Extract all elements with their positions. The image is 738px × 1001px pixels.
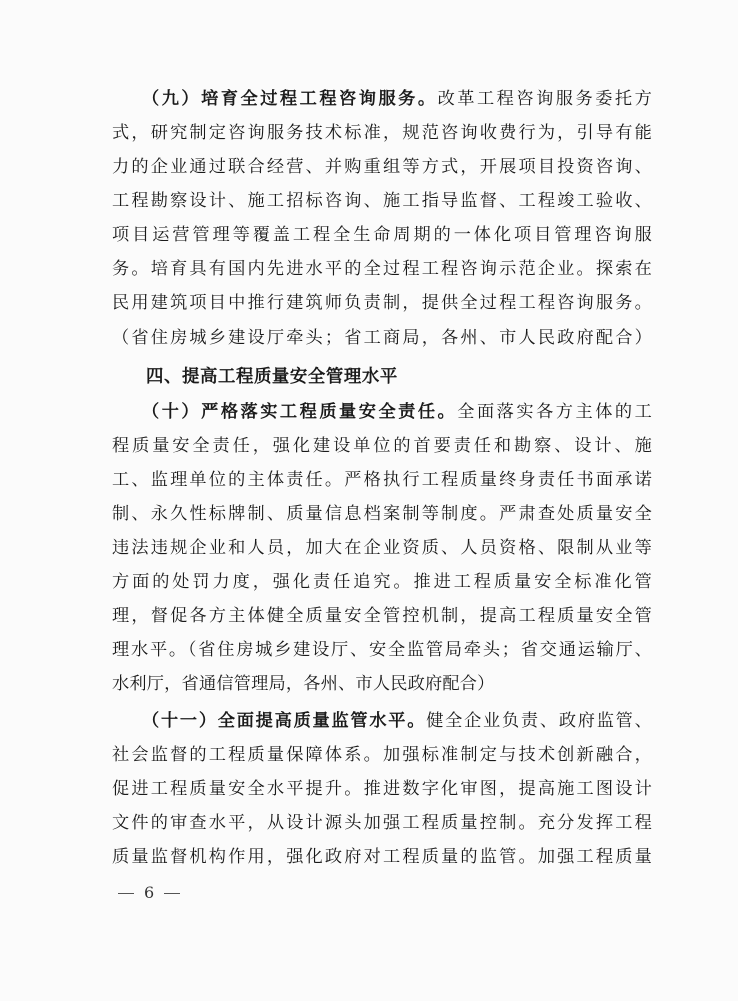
section-11-title: （十一）全面提高质量监管水平。	[142, 711, 427, 731]
paragraph-line: 务。培育具有国内先进水平的全过程工程咨询示范企业。探索在	[112, 259, 652, 279]
section-11-first-line-text: 健全企业负责、政府监管、	[426, 711, 652, 731]
paragraph-line: 民用建筑项目中推行建筑师负责制，提供全过程工程咨询服务。	[112, 293, 652, 313]
page-number-dash-left	[118, 893, 134, 894]
paragraph-line: 工、监理单位的主体责任。严格执行工程质量终身责任书面承诺	[112, 470, 652, 490]
paragraph-line: 社会监督的工程质量保障体系。加强标准制定与技术创新融合，	[112, 745, 652, 765]
section-10-first-line	[142, 395, 652, 429]
section-heading: 四、提高工程质量安全管理水平	[146, 367, 398, 387]
paragraph-line: 违法违规企业和人员，加大在企业资质、人员资格、限制从业等	[112, 538, 652, 558]
section-9-title: （九）培育全过程工程咨询服务。	[142, 89, 438, 109]
paragraph-line: 文件的审查水平，从设计源头加强工程质量控制。充分发挥工程	[112, 813, 652, 833]
paragraph-line: 程质量安全责任，强化建设单位的首要责任和勘察、设计、施	[112, 436, 652, 456]
section-11-first-line	[142, 704, 652, 738]
section-9-first-line-text: 改革工程咨询服务委托方	[437, 89, 652, 109]
paragraph-line: 项目运营管理等覆盖工程全生命周期的一体化项目管理咨询服	[112, 225, 652, 245]
page-number-dash-right	[164, 893, 180, 894]
paragraph-line: 促进工程质量安全水平提升。推进数字化审图，提高施工图设计	[112, 779, 652, 799]
paragraph-line: 制、永久性标牌制、质量信息档案制等制度。严肃查处质量安全	[112, 504, 652, 524]
paragraph-line: 质量监督机构作用，强化政府对工程质量的监管。加强工程质量	[112, 847, 652, 867]
paragraph-line: 理水平。（省住房城乡建设厅、安全监管局牵头；省交通运输厅、	[112, 640, 652, 660]
paragraph-line: 力的企业通过联合经营、并购重组等方式，开展项目投资咨询、	[112, 157, 652, 177]
responsibility-note: （省住房城乡建设厅牵头；省工商局，各州、市人民政府配合）	[112, 328, 652, 348]
page-number	[118, 878, 180, 908]
responsibility-note: 水利厅，省通信管理局，各州、市人民政府配合）	[112, 674, 495, 694]
section-10-title: （十）严格落实工程质量安全责任。	[142, 402, 458, 422]
paragraph-line: 工程勘察设计、施工招标咨询、施工指导监督、工程竣工验收、	[112, 191, 652, 211]
section-10-first-line-text: 全面落实各方主体的工	[457, 402, 652, 422]
paragraph-line: 式，研究制定咨询服务技术标准，规范咨询收费行为，引导有能	[112, 123, 652, 143]
section-9-first-line	[142, 82, 652, 116]
paragraph-line: 理，督促各方主体健全质量安全管控机制，提高工程质量安全管	[112, 606, 652, 626]
paragraph-line: 方面的处罚力度，强化责任追究。推进工程质量安全标准化管	[112, 572, 652, 592]
page-number-value: 6	[144, 883, 155, 902]
